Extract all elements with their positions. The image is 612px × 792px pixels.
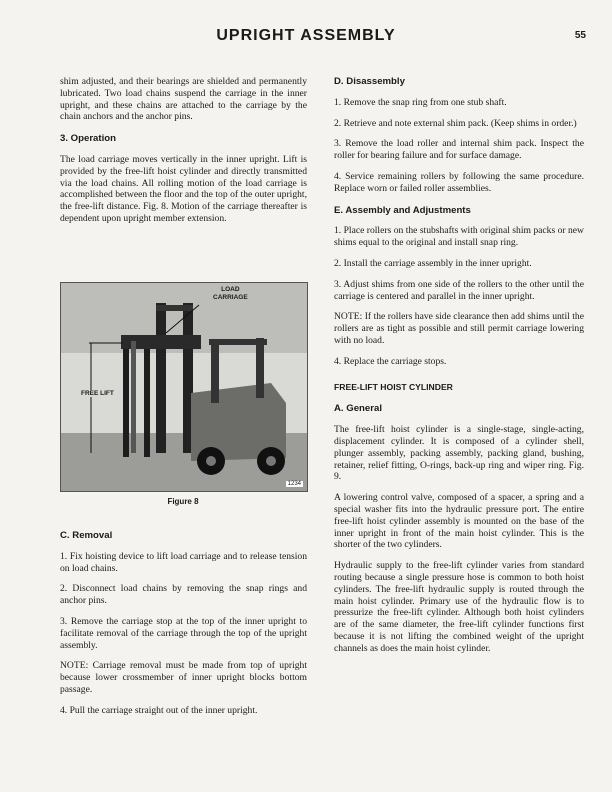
disassembly-step-3: 3. Remove the load roller and internal shim pack. Inspect the roller for bearing failure and for surface damage.	[334, 138, 584, 162]
operation-paragraph: The load carriage moves vertically in the inner upright. Lift is provided by the free-lift hoist cylinder and directly transmitted via the load chains. All rolling motion of the load carriage is accomplished between the floor and the top of the outer upright, the free-lift distance. Fig. 8. Motion of the carriage thereafter is dependent upon upright member extension.	[60, 153, 307, 224]
free-lift-hoist-cylinder-heading: FREE-LIFT HOIST CYLINDER	[334, 381, 453, 392]
figure-caption: Figure 8	[167, 497, 199, 506]
right-column	[334, 76, 584, 663]
free-lift-label: FREE LIFT	[81, 390, 114, 397]
removal-step-4: 4. Pull the carriage straight out of the inner upright.	[60, 704, 258, 716]
assembly-step-4: 4. Replace the carriage stops.	[334, 355, 447, 367]
disassembly-step-2: 2. Retrieve and note external shim pack. (Keep shims in order.)	[334, 117, 577, 129]
general-paragraph-3: Hydraulic supply to the free-lift cylinder varies from standard routing because a single pressure hose is common to both hoist cylinders. The free-lift hydraulic supply is routed through the main hoist cylinder. Primary use of the hydraulic flow is to pressurize the free-lift cylinder. Although both hoist cylinders are of the same diameter, the free-lift cylinder functions first because it is not lifting the combined weight of the upright channels as does the main hoist cylinder.	[334, 560, 584, 654]
general-heading: A. General	[334, 403, 382, 415]
removal-step-2: 2. Disconnect load chains by removing the snap rings and anchor pins.	[60, 583, 307, 607]
assembly-step-2: 2. Install the carriage assembly in the inner upright.	[334, 257, 532, 269]
assembly-step-3: 3. Adjust shims from one side of the rollers to the other until the carriage is centered and parallel in the inner upright.	[334, 278, 584, 302]
figure-tag: 1234	[287, 481, 301, 487]
general-paragraph-1: The free-lift hoist cylinder is a single-stage, single-acting, displacement cylinder. It is composed of a cylinder shell, plunger assembly, packing assembly, packing gland, bushing, retainer, relief fitting, O-rings, back-up ring and wiper ring. Fig. 9.	[334, 424, 584, 483]
left-column	[60, 76, 307, 234]
forklift-photo	[60, 282, 308, 492]
removal-step-1: 1. Fix hoisting device to lift load carriage and to release tension on load chains.	[60, 550, 307, 574]
page-number: 55	[574, 30, 586, 41]
assembly-step-1: 1. Place rollers on the stubshafts with original shim packs or new shims equal to the original and install snap ring.	[334, 225, 584, 249]
removal-step-3: 3. Remove the carriage stop at the top of the inner upright to facilitate removal of the carriage through the top of the upright assembly.	[60, 615, 307, 651]
removal-section	[60, 520, 307, 726]
assembly-note: NOTE: If the rollers have side clearance then add shims until the rollers are as tight as possible and still permit carriage lowering with no load.	[334, 311, 584, 346]
intro-paragraph: shim adjusted, and their bearings are shielded and permanently lubricated. Two load chains suspend the carriage in the inner upright, and these chains are attached to the carriage by the chain anchors and the anchor pins.	[60, 76, 307, 123]
disassembly-step-4: 4. Service remaining rollers by following the same procedure. Replace worn or failed roller assemblies.	[334, 170, 584, 194]
removal-heading: C. Removal	[60, 530, 113, 541]
forklift-illustration	[61, 283, 307, 491]
assembly-heading: E. Assembly and Adjustments	[334, 204, 471, 216]
removal-note: NOTE: Carriage removal must be made from top of upright because lower crossmember of inner upright blocks bottom passage.	[60, 660, 307, 695]
general-paragraph-2: A lowering control valve, composed of a spacer, a spring and a special washer fits into the hydraulic pressure port. The entire free-lift hoist cylinder assembly is mounted on the base of the inner upright in front of the main hoist cylinder. This is the shorter of the two cylinders.	[334, 492, 584, 551]
operation-heading: 3. Operation	[60, 133, 116, 145]
disassembly-heading: D. Disassembly	[334, 76, 405, 87]
load-carriage-label: LOAD CARRIAGE	[213, 286, 248, 301]
disassembly-step-1: 1. Remove the snap ring from one stub shaft.	[334, 96, 507, 108]
page-title: UPRIGHT ASSEMBLY	[216, 27, 396, 44]
